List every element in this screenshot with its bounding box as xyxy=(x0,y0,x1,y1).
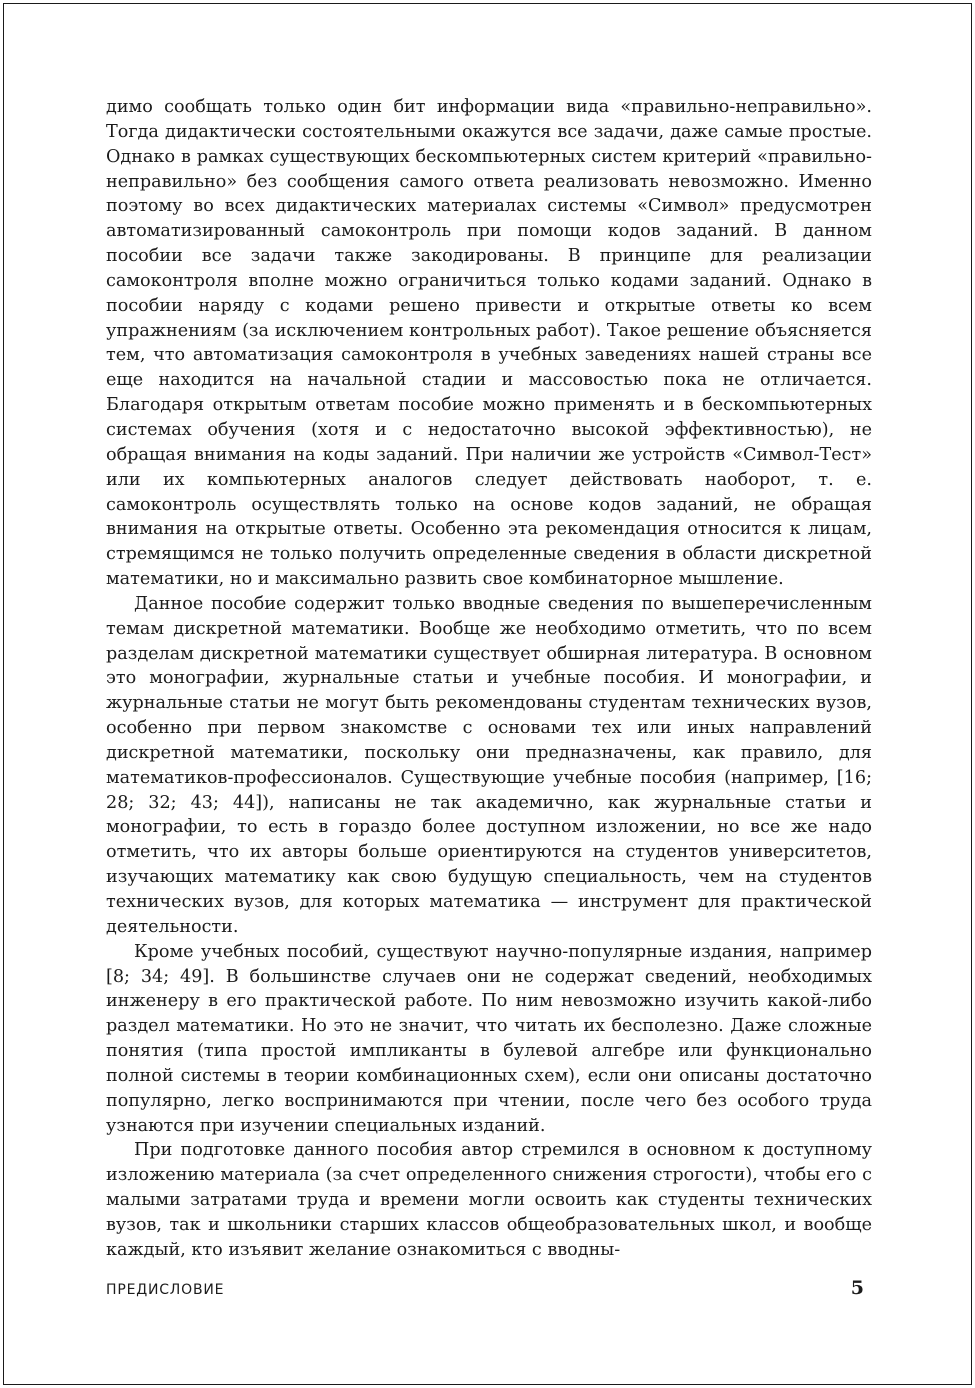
paragraph-1: димо сообщать только один бит информации вида «правильно-неправильно». Тогда дидактически состоятельными окажутся все задачи, даже самые простые. Однако в рамках существующих бескомпьютерных систем критерий «правильно-неправильно» без сообщения самого ответа реализовать невозможно. Именно поэтому во всех дидактических материалах системы «Символ» предусмотрен автоматизированный самоконтроль при помощи кодов заданий. В данном пособии все задачи также закодированы. В принципе для реализации самоконтроля вполне можно ограничиться только кодами заданий. Однако в пособии наряду с кодами решено привести и открытые ответы ко всем упражнениям (за исключением контрольных работ). Такое решение объясняется тем, что автоматизация самоконтроля в учебных заведениях нашей страны все еще находится на начальной стадии и массовостью пока не отличается. Благодаря открытым ответам пособие можно применять и в бескомпьютерных системах обучения (хотя и с недостаточно высокой эффективностью), не обращая внимания на коды заданий. При наличии же устройств «Символ-Тест» или их компьютерных аналогов следует действовать наоборот, т. е. самоконтроль осуществлять только на основе кодов заданий, не обращая внимания на открытые ответы. Особенно эта рекомендация относится к лицам, стремящимся не только получить определенные сведения в области дискретной математики, но и максимально развить свое комбинаторное мышление. xyxy=(106,97,872,590)
body-text xyxy=(106,95,872,1263)
paragraph-4: При подготовке данного пособия автор стремился в основном к доступному изложению материала (за счет определенного снижения строгости), чтобы его с малыми затратами труда и времени могли освоить как студенты технических вузов, так и школьники старших классов общеобразовательных школ, и вообще каждый, кто изъявит желание ознакомиться с вводны- xyxy=(106,1140,872,1260)
running-footer-title: ПРЕДИСЛОВИЕ xyxy=(106,1282,225,1298)
page-frame xyxy=(3,3,972,1385)
page-number: 5 xyxy=(850,1277,864,1299)
paragraph-3: Кроме учебных пособий, существуют научно-популярные издания, например [8; 34; 49]. В большинстве случаев они не содержат сведений, необходимых инженеру в его практической работе. По ним невозможно изучить какой-либо раздел математики. Но это не значит, что читать их бесполезно. Даже сложные понятия (типа простой импликанты в булевой алгебре или функционально полной системы в теории комбинационных схем), если они описаны достаточно популярно, легко воспринимаются при чтении, после чего без особого труда узнаются при изучении специальных изданий. xyxy=(106,941,872,1136)
paragraph-2: Данное пособие содержит только вводные сведения по вышеперечисленным темам дискретной математики. Вообще же необходимо отметить, что по всем разделам дискретной математики существует обширная литература. В основном это монографии, журнальные статьи и учебные пособия. И монографии, и журнальные статьи не могут быть рекомендованы студентам технических вузов, особенно при первом знакомстве с основами тех или иных направлений дискретной математики, поскольку они предназначены, как правило, для математиков-профессионалов. Существующие учебные пособия (например, [16; 28; 32; 43; 44]), написаны не так академично, как журнальные статьи и монографии, то есть в гораздо более доступном изложении, но все же надо отметить, что их авторы больше ориентируются на студентов университетов, изучающих математику как свою будущую специальность, чем на студентов технических вузов, для которых математика — инструмент для практической деятельности. xyxy=(106,593,872,937)
